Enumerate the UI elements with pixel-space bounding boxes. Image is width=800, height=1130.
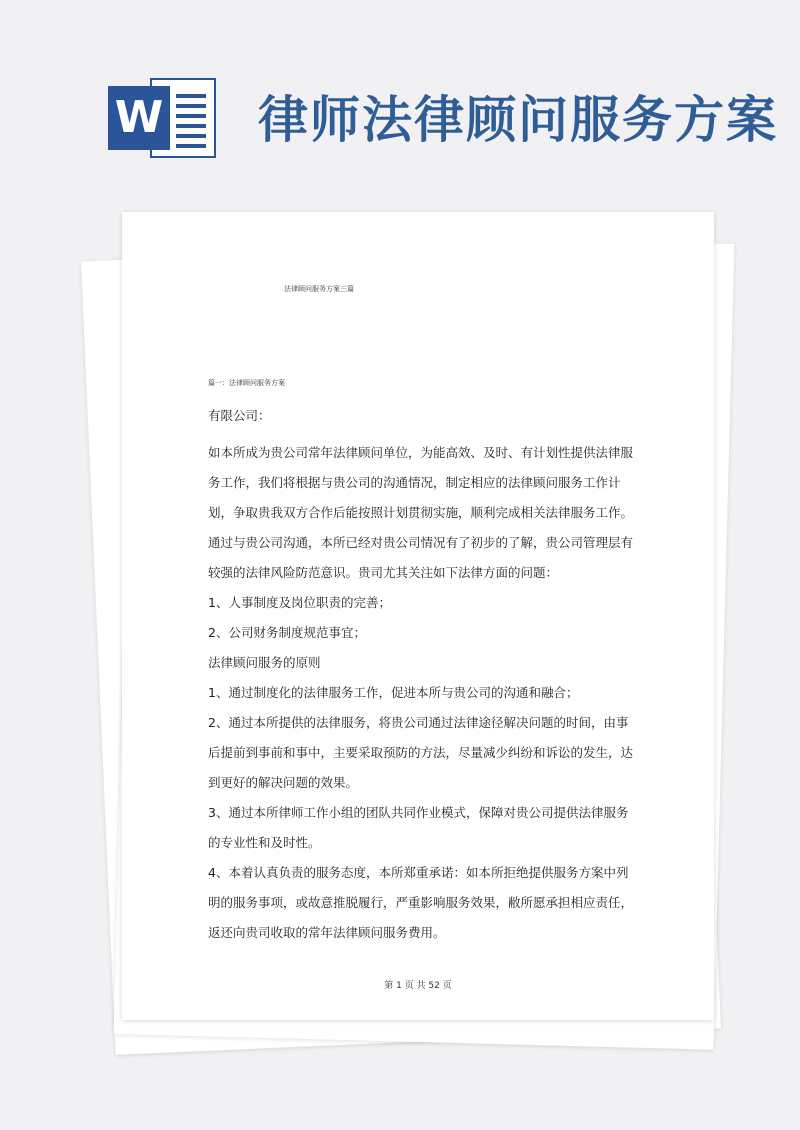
document-page <box>122 212 714 1020</box>
section-title: 篇一：法律顾问服务方案 <box>208 379 285 387</box>
text-line: 1、人事制度及岗位职责的完善； <box>208 595 391 610</box>
text-line: 2、公司财务制度规范事宜； <box>208 625 366 640</box>
word-icon-letter: W <box>108 86 170 150</box>
document-header: 法律顾问服务方案三篇 <box>284 285 354 293</box>
text-line: 通过与贵公司沟通，本所已经对贵公司情况有了初步的了解，贵公司管理层有 <box>208 535 634 550</box>
text-line: 有限公司： <box>208 408 271 423</box>
text-line: 法律顾问服务的原则 <box>208 655 321 670</box>
text-line: 划，争取贵我双方合作后能按照计划贯彻实施，顺利完成相关法律服务工作。 <box>208 505 634 520</box>
text-line: 如本所成为贵公司常年法律顾问单位，为能高效、及时、有计划性提供法律服 <box>208 445 634 460</box>
text-line: 3、通过本所律师工作小组的团队共同作业模式，保障对贵公司提供法律服务 <box>208 805 629 820</box>
text-line: 到更好的解决问题的效果。 <box>208 775 359 790</box>
text-line: 的专业性和及时性。 <box>208 835 321 850</box>
text-line: 务工作，我们将根据与贵公司的沟通情况，制定相应的法律顾问服务工作计 <box>208 475 621 490</box>
banner-title: 律师法律顾问服务方案 <box>258 90 778 149</box>
page-footer: 第 1 页 共 52 页 <box>384 981 452 991</box>
text-line: 较强的法律风险防范意识。贵司尤其关注如下法律方面的问题： <box>208 565 559 580</box>
text-line: 1、通过制度化的法律服务工作，促进本所与贵公司的沟通和融合； <box>208 685 579 700</box>
text-line: 4、本着认真负责的服务态度，本所郑重承诺：如本所拒绝提供服务方案中列 <box>208 865 629 880</box>
text-line: 返还向贵司收取的常年法律顾问服务费用。 <box>208 925 446 940</box>
text-line: 明的服务事项，或故意推脱履行，严重影响服务效果，敝所愿承担相应责任， <box>208 895 634 910</box>
word-document-icon <box>108 78 218 158</box>
banner <box>0 0 800 200</box>
text-line: 后提前到事前和事中，主要采取预防的方法，尽量减少纠纷和诉讼的发生，达 <box>208 745 634 760</box>
text-line: 2、通过本所提供的法律服务，将贵公司通过法律途径解决问题的时间，由事 <box>208 715 629 730</box>
